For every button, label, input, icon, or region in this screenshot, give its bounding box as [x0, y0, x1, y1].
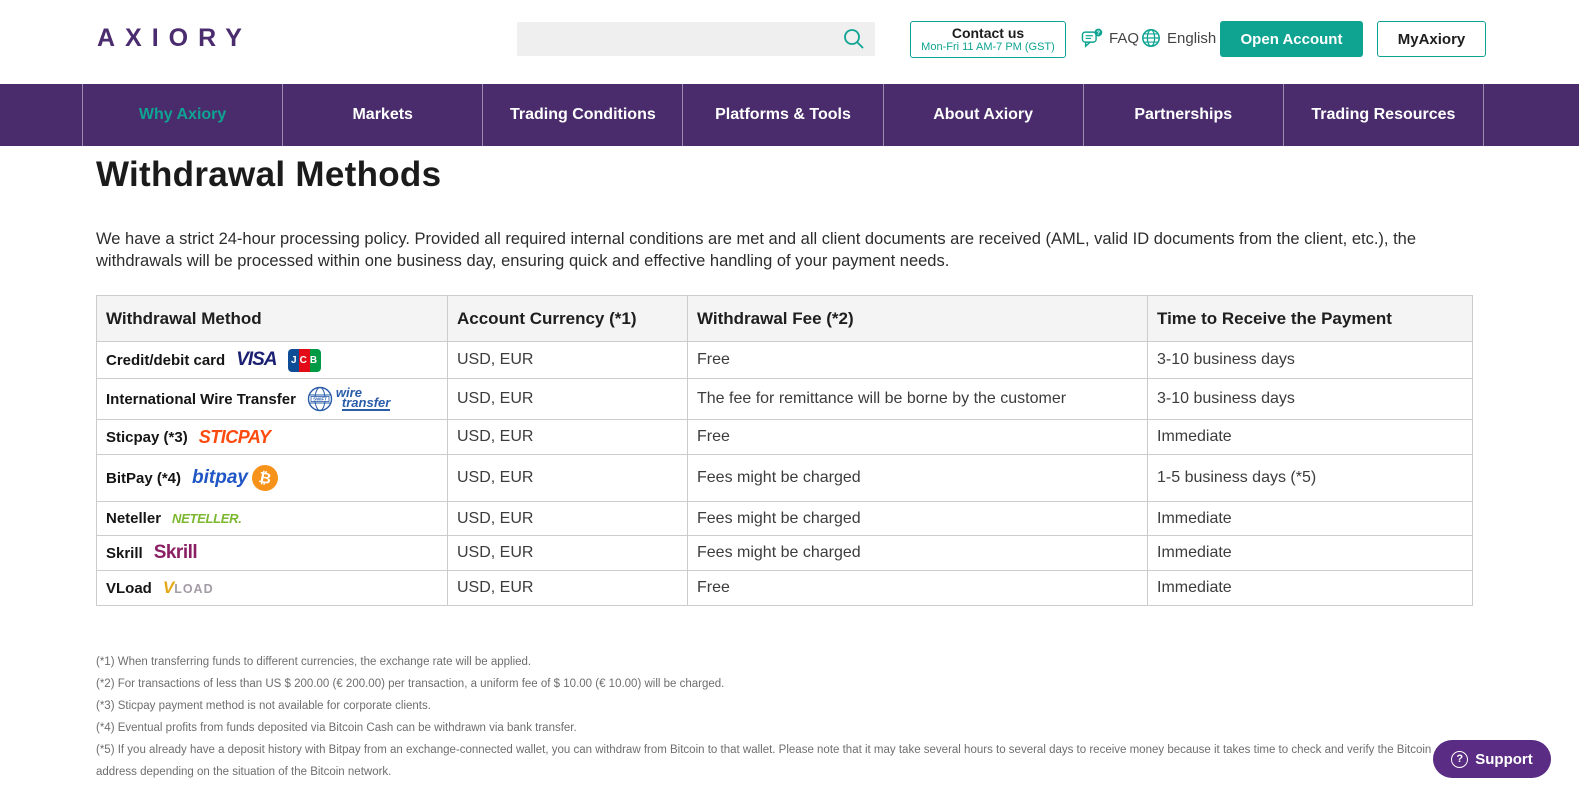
nav-item-why-axiory[interactable]: Why Axiory [82, 84, 282, 146]
faq-chat-bubble-icon [1081, 28, 1103, 48]
time-cell: 1-5 business days (*5) [1148, 455, 1473, 502]
method-label: Skrill [106, 544, 143, 562]
vload-v: V [162, 578, 175, 597]
main-navigation [0, 84, 1579, 146]
search-input[interactable] [517, 31, 842, 47]
withdrawal-methods-table [96, 295, 1473, 606]
jcb-logo: JCB [288, 349, 321, 372]
contact-us-hours: Mon-Fri 11 AM-7 PM (GST) [921, 41, 1055, 53]
top-header [0, 0, 1579, 84]
currency-cell: USD, EUR [448, 455, 688, 502]
fee-cell: Fees might be charged [688, 502, 1148, 536]
method-label: Sticpay (*3) [106, 428, 188, 446]
svg-text:?: ? [1096, 30, 1101, 37]
bitpay-wordmark: bitpay [192, 467, 248, 488]
skrill-logo: Skrill [153, 542, 198, 563]
fee-cell: Fees might be charged [688, 536, 1148, 571]
page-title: Withdrawal Methods [96, 155, 442, 194]
globe-icon [1141, 28, 1161, 48]
table-row [97, 455, 1473, 502]
contact-us-button[interactable] [910, 21, 1066, 58]
page-content [0, 155, 1579, 783]
faq-label: FAQ [1109, 29, 1140, 47]
footnote-1: (*1) When transferring funds to different currencies, the exchange rate will be applied. [96, 656, 532, 668]
col-header-time-to-receive: Time to Receive the Payment [1148, 296, 1473, 342]
neteller-logo: NETELLER. [172, 511, 242, 526]
vload-rest: LOAD [174, 582, 214, 596]
nav-item-trading-resources[interactable]: Trading Resources [1283, 84, 1484, 146]
method-label: Credit/debit card [106, 351, 226, 369]
fee-cell: Free [688, 571, 1148, 606]
currency-cell: USD, EUR [448, 379, 688, 420]
table-header-row [97, 296, 1473, 342]
fee-cell: The fee for remittance will be borne by the customer [688, 379, 1148, 420]
language-label: English [1167, 29, 1217, 47]
fee-cell: Fees might be charged [688, 455, 1148, 502]
fee-cell: Free [688, 420, 1148, 455]
transfer-word: transfer [341, 395, 391, 410]
wire-transfer-logo [307, 386, 390, 412]
bitcoin-icon: ₿ [250, 463, 280, 493]
footnotes [96, 651, 1468, 783]
nav-item-trading-conditions[interactable]: Trading Conditions [482, 84, 682, 146]
table-row [97, 536, 1473, 571]
footnote-5: (*5) If you already have a deposit history with Bitpay from an exchange-connected wallet, you can withdraw from Bitcoin to that wallet. Please note that it may take several hours to several days to receive money because it takes time to check and verify the Bitcoin address depending on the situation of the Bitcoin network. [96, 744, 1432, 778]
table-row [97, 420, 1473, 455]
currency-cell: USD, EUR [448, 502, 688, 536]
time-cell: Immediate [1148, 571, 1473, 606]
contact-us-title: Contact us [951, 25, 1025, 41]
swift-globe-icon [307, 386, 333, 412]
faq-link[interactable] [1081, 28, 1139, 48]
footnote-3: (*3) Sticpay payment method is not available for corporate clients. [96, 700, 431, 712]
axiory-logo[interactable]: AXIORY [97, 24, 252, 52]
nav-item-about-axiory[interactable]: About Axiory [883, 84, 1083, 146]
table-row [97, 342, 1473, 379]
wire-word: wire [335, 385, 362, 400]
nav-item-markets[interactable]: Markets [282, 84, 482, 146]
nav-item-partnerships[interactable]: Partnerships [1083, 84, 1283, 146]
nav-item-platforms-tools[interactable]: Platforms & Tools [682, 84, 882, 146]
fee-cell: Free [688, 342, 1148, 379]
language-selector[interactable] [1141, 28, 1216, 48]
time-cell: Immediate [1148, 536, 1473, 571]
support-button[interactable] [1433, 740, 1551, 778]
table-row [97, 379, 1473, 420]
currency-cell: USD, EUR [448, 536, 688, 571]
footnote-4: (*4) Eventual profits from funds deposited via Bitcoin Cash can be withdrawn via bank transfer. [96, 722, 577, 734]
open-account-button[interactable]: Open Account [1220, 21, 1363, 57]
time-cell: 3-10 business days [1148, 342, 1473, 379]
question-mark-icon: ? [1451, 751, 1468, 768]
currency-cell: USD, EUR [448, 420, 688, 455]
search-bar[interactable] [517, 22, 875, 56]
method-label: VLoad [106, 579, 152, 597]
method-label: International Wire Transfer [106, 390, 296, 408]
table-row [97, 502, 1473, 536]
currency-cell: USD, EUR [448, 571, 688, 606]
footnote-2: (*2) For transactions of less than US $ 200.00 (€ 200.00) per transaction, a uniform fee of $ 10.00 (€ 10.00) will be charged. [96, 678, 725, 690]
time-cell: Immediate [1148, 502, 1473, 536]
svg-text:SWIFT: SWIFT [313, 396, 327, 402]
sticpay-logo: STICPAY [198, 426, 271, 447]
myaxiory-button[interactable]: MyAxiory [1377, 21, 1486, 57]
table-row [97, 571, 1473, 606]
vload-logo [163, 578, 214, 598]
bitpay-logo [192, 465, 278, 491]
time-cell: Immediate [1148, 420, 1473, 455]
intro-paragraph: We have a strict 24-hour processing policy. Provided all required internal conditions are met and all client documents are received (AML, valid ID documents from the client, etc.), the withdrawals will be processed within one business day, ensuring quick and effective handling of your payment needs. [96, 230, 1417, 270]
method-label: BitPay (*4) [106, 469, 182, 487]
col-header-withdrawal-method: Withdrawal Method [97, 296, 448, 342]
col-header-withdrawal-fee: Withdrawal Fee (*2) [688, 296, 1148, 342]
search-icon[interactable] [842, 27, 866, 51]
nav-menu [82, 84, 1484, 146]
support-label: Support [1475, 750, 1533, 768]
time-cell: 3-10 business days [1148, 379, 1473, 420]
col-header-account-currency: Account Currency (*1) [448, 296, 688, 342]
currency-cell: USD, EUR [448, 342, 688, 379]
method-label: Neteller [106, 510, 162, 527]
visa-logo: VISA [236, 349, 277, 370]
